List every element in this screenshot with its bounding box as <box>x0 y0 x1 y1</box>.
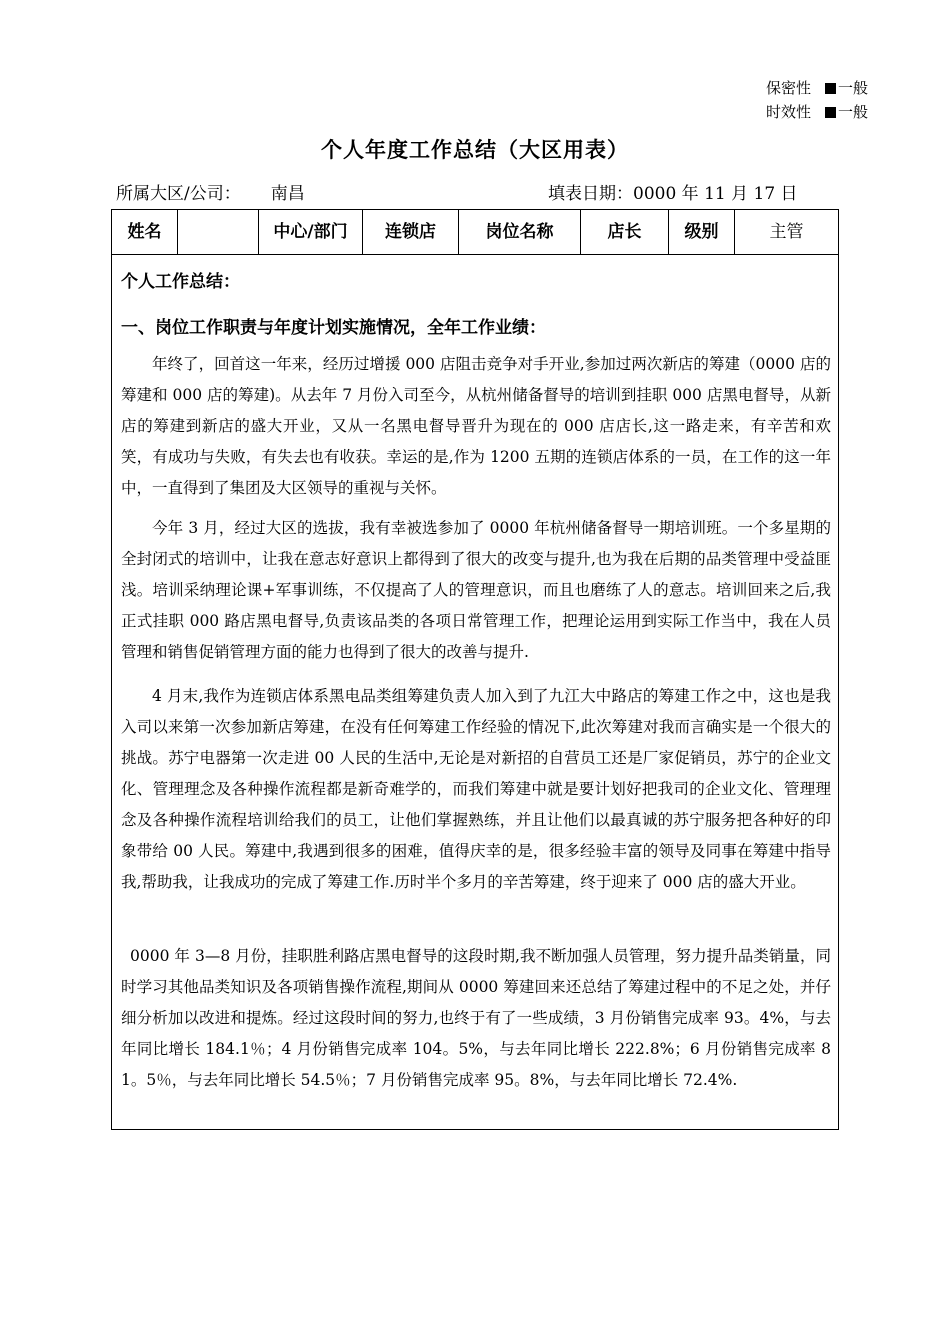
name-value <box>178 210 259 254</box>
section1-heading: 一、岗位工作职责与年度计划实施情况，全年工作业绩： <box>121 318 546 338</box>
timeliness-label: 时效性 <box>765 103 811 121</box>
position-value: 店长 <box>581 210 669 254</box>
confidentiality-row <box>766 76 868 100</box>
dept-label: 中心/部门 <box>259 210 363 254</box>
paragraph: 今年 3 月，经过大区的选拔，我有幸被选参加了 0000 年杭州储备督导一期培训班。一个多星期的全封闭式的培训中，让我在意志好意识上都得到了很大的改变与提升,也为我在后期的品类管理中受益匪浅。培训采纳理论课+军事训练，不仅提高了人的管理意识，而且也磨练了人的意志。培训回来之后,我正式挂职 000 路店黑电督导,负责该品类的各项日常管理工作，把理论运用到实际工作当中，我在人员管理和销售促销管理方面的能力也得到了很大的改善与提升. <box>121 519 831 661</box>
checkbox-filled-icon <box>825 83 836 94</box>
timeliness-value: 一般 <box>837 103 868 121</box>
confidentiality-label: 保密性 <box>765 79 811 97</box>
header-row <box>112 210 838 255</box>
name-label: 姓名 <box>112 210 178 254</box>
summary-form <box>111 209 839 1130</box>
level-label: 级别 <box>669 210 735 254</box>
confidentiality-value: 一般 <box>837 79 868 97</box>
fill-date: 填表日期：0000 年 11 月 17 日 <box>548 184 798 204</box>
region-label: 所属大区/公司： <box>116 184 241 204</box>
paragraph: 4 月末,我作为连锁店体系黑电品类组筹建负责人加入到了九江大中路店的筹建工作之中，这也是我入司以来第一次参加新店筹建，在没有任何筹建工作经验的情况下,此次筹建对我而言确实是一个很大的挑战。苏宁电器第一次走进 00 人民的生活中,无论是对新招的自营员工还是厂家促销员，苏宁的企业文化、管理理念及各种操作流程都是新奇难学的，而我们筹建中就是要计划好把我司的企业文化、管理理念及各种操作流程培训给我们的员工，让他们掌握熟练，并且让他们以最真诚的苏宁服务把各种好的印象带给 00 人民。筹建中,我遇到很多的困难，值得庆幸的是，很多经验丰富的领导及同事在筹建中指导我,帮助我，让我成功的完成了筹建工作.历时半个多月的辛苦筹建，终于迎来了 000 店的盛大开业。 <box>121 687 831 891</box>
paragraph: 0000 年 3—8 月份，挂职胜利路店黑电督导的这段时期,我不断加强人员管理，努力提升品类销量，同时学习其他品类知识及各项销售操作流程,期间从 0000 筹建回来还总结了筹建过程中的不足之处，并仔细分析加以改进和提炼。经过这段时间的努力,也终于有了一些成绩，3 月份销售完成率 93。4%，与去年同比增长 184.1％；4 月份销售完成率 104。5%，与去年同比增长 222.8%；6 月份销售完成率 81。5％，与去年同比增长 54.5％；7 月份销售完成率 95。8%，与去年同比增长 72.4%. <box>121 947 831 1089</box>
checkbox-filled-icon <box>825 107 836 118</box>
paragraph: 年终了，回首这一年来，经历过增援 000 店阻击竞争对手开业,参加过两次新店的筹建（0000 店的筹建和 000 店的筹建)。从去年 7 月份入司至今，从杭州储备督导的培训到挂职 000 店黑电督导，从新店的筹建到新店的盛大开业，又从一名黑电督导晋升为现在的 000 店店长,这一路走来，有辛苦和欢笑，有成功与失败，有失去也有收获。幸运的是,作为 1200 五期的连锁店体系的一员，在工作的这一年中，一直得到了集团及大区领导的重视与关怀。 <box>121 355 831 497</box>
position-label: 岗位名称 <box>459 210 581 254</box>
region-value: 南昌 <box>270 184 305 204</box>
level-value: 主管 <box>769 222 804 242</box>
timeliness-row <box>766 100 868 124</box>
summary-heading: 个人工作总结： <box>121 272 240 292</box>
region-line <box>116 179 305 204</box>
document-title: 个人年度工作总结（大区用表） <box>321 137 629 162</box>
dept-value: 连锁店 <box>363 210 459 254</box>
